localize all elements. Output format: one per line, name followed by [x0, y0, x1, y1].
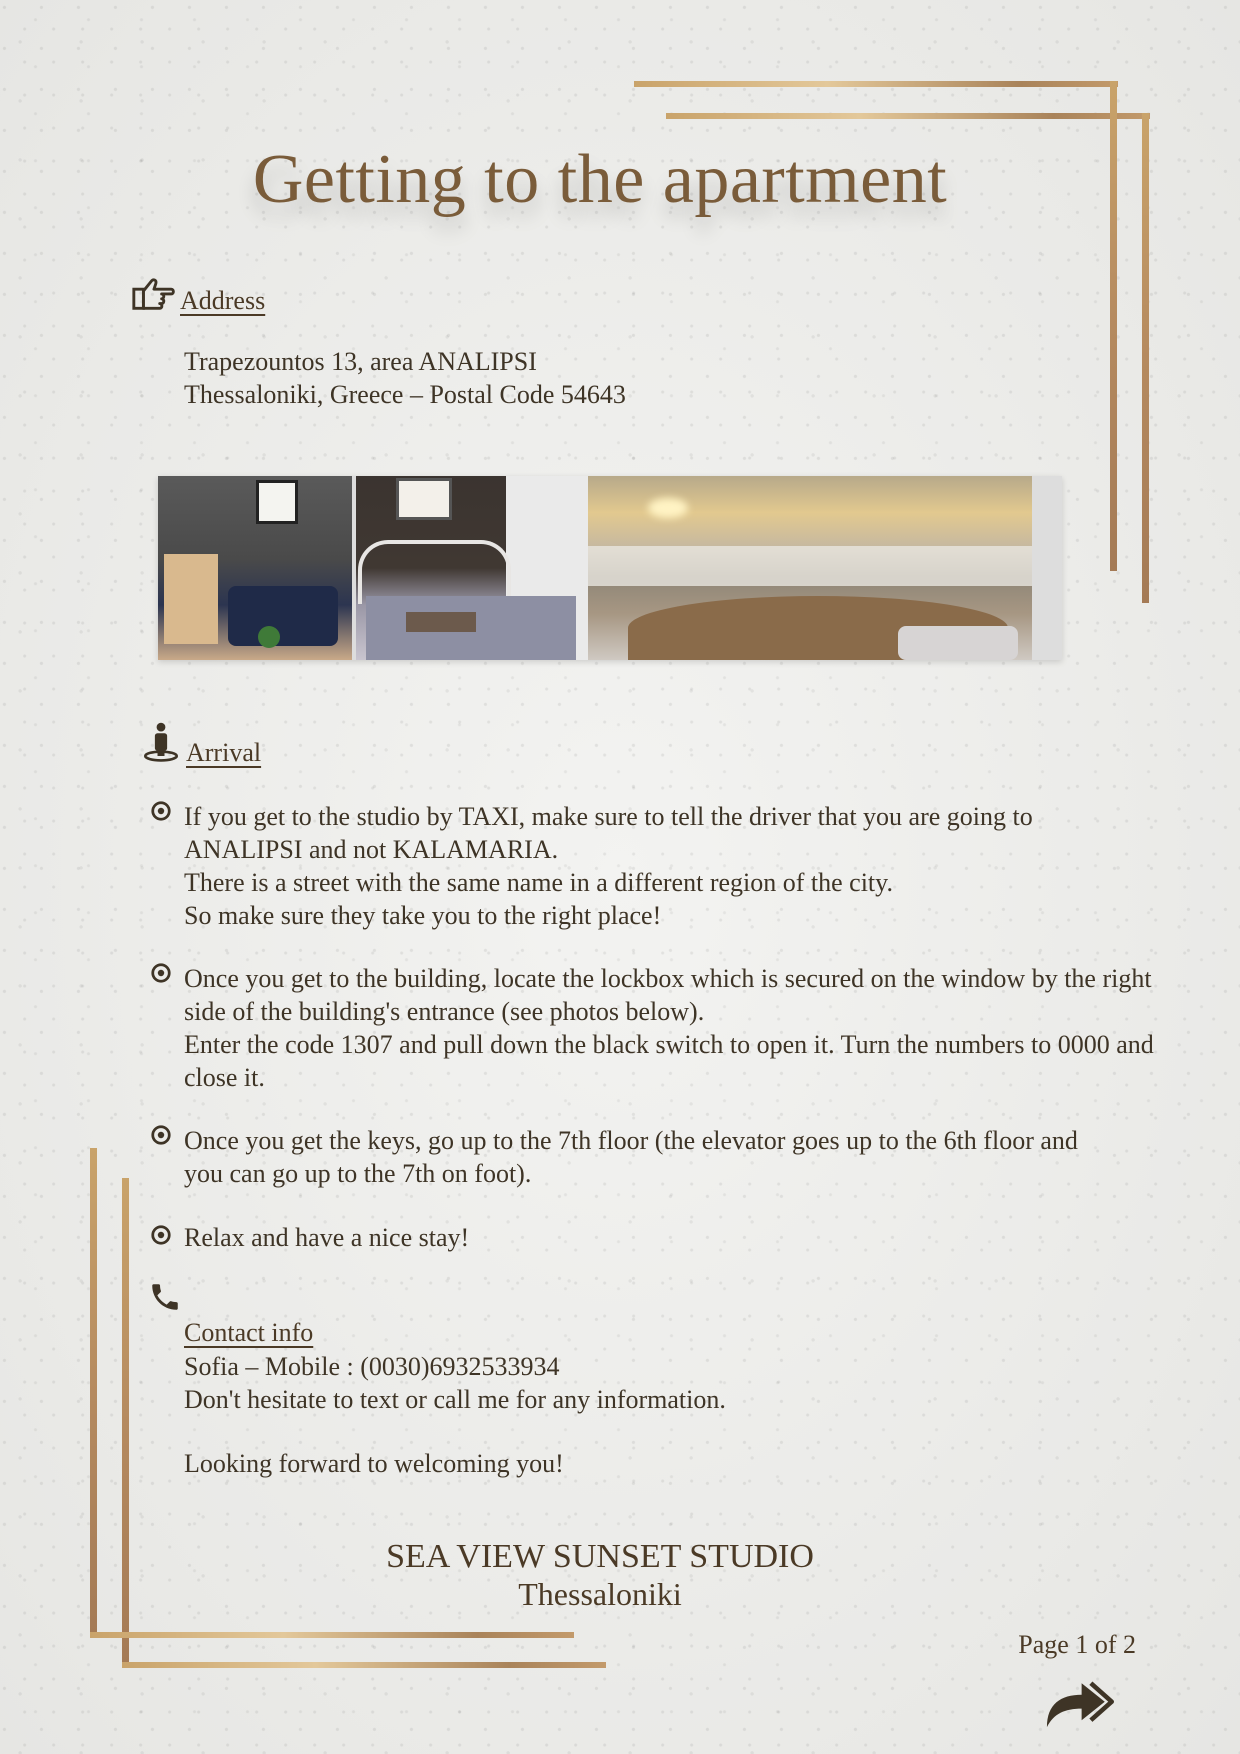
pointing-hand-icon: [130, 270, 176, 316]
forward-arrow-icon[interactable]: [1040, 1676, 1114, 1732]
target-bullet-icon: [150, 1224, 172, 1246]
address-text: Trapezountos 13, area ANALIPSI Thessaloniki, Greece – Postal Code 54643: [184, 347, 626, 409]
arrival-item-2: Once you get to the building, locate the lockbox which is secured on the window by the right side of the building's entrance (see photos below). Enter the code 1307 and pull down the black switch to open it. Turn the numbers to 0000 and close it.: [184, 964, 1154, 1092]
frame-bottom-line-outer: [90, 1632, 574, 1638]
target-bullet-icon: [150, 1124, 172, 1146]
phone-icon: [148, 1280, 182, 1314]
arrival-heading-label: Arrival: [186, 738, 262, 767]
closing-line: Looking forward to welcoming you!: [184, 1449, 564, 1478]
contact-phone-line: Sofia – Mobile : (0030)6932533934: [184, 1352, 560, 1381]
page-number: Page 1 of 2: [1018, 1630, 1136, 1659]
photo-strip: [158, 476, 1062, 660]
bedroom-photo: [356, 476, 588, 660]
arrival-item-3: Once you get the keys, go up to the 7th floor (the elevator goes up to the 6th floor and you can go up to the 7th on foot).: [184, 1126, 1078, 1188]
address-heading: [130, 270, 265, 316]
living-room-photo: [158, 476, 352, 660]
target-bullet-icon: [150, 800, 172, 822]
frame-bottom-line-inner: [122, 1662, 606, 1668]
target-bullet-icon: [150, 962, 172, 984]
arrival-item-4: Relax and have a nice stay!: [184, 1223, 470, 1252]
address-heading-label: Address: [180, 286, 266, 315]
frame-top-line-outer: [634, 81, 1118, 87]
page-title: Getting to the apartment: [252, 141, 948, 218]
contact-heading: [184, 1318, 313, 1348]
person-pin-icon: [140, 716, 182, 768]
contact-info-line: Don't hesitate to text or call me for any information.: [184, 1385, 726, 1414]
balcony-sunset-photo: [588, 476, 1032, 660]
contact-heading-label: Contact info: [184, 1318, 314, 1347]
studio-name: SEA VIEW SUNSET STUDIO: [386, 1538, 814, 1575]
arrival-item-1: If you get to the studio by TAXI, make sure to tell the driver that you are going to ANALIPSI and not KALAMARIA. There is a street with the same name in a different region of the city. So make sure they take you to the right place!: [184, 802, 1033, 930]
arrival-heading: [140, 716, 261, 768]
studio-city: Thessaloniki: [518, 1576, 682, 1612]
frame-top-line-inner: [666, 113, 1150, 119]
